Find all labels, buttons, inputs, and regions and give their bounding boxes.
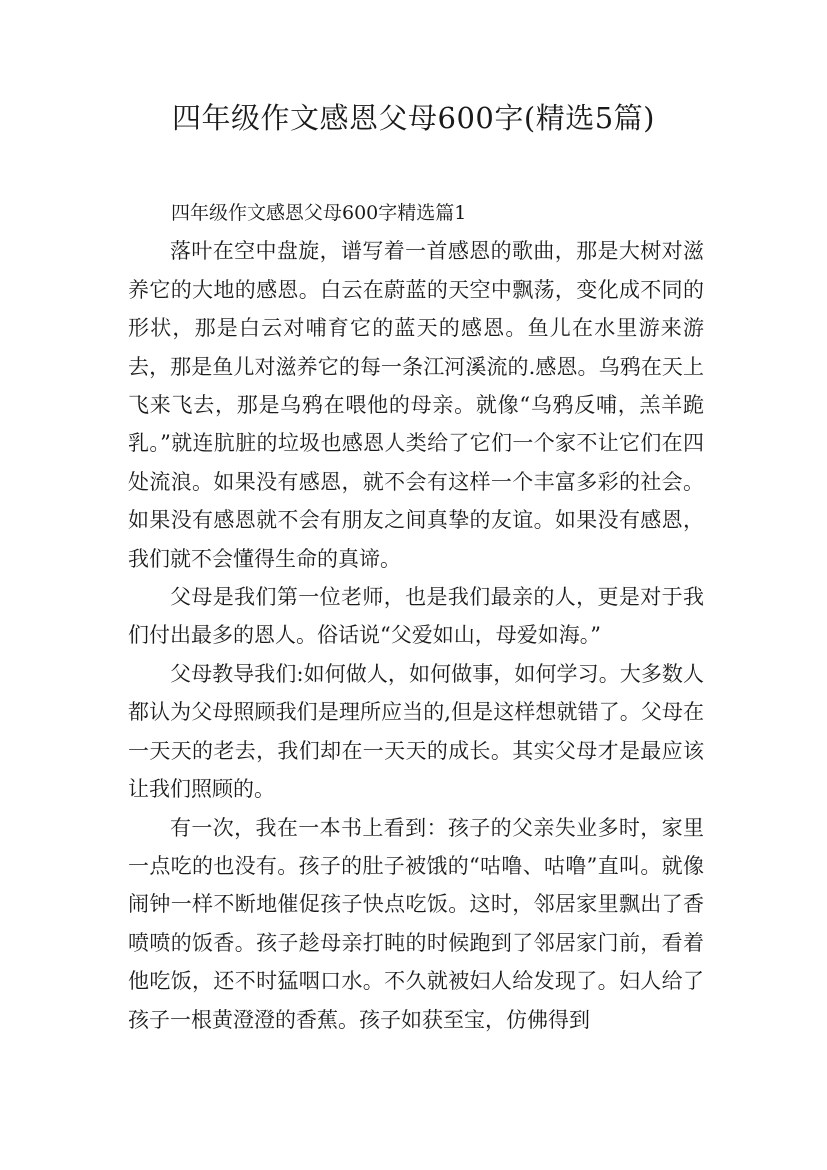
paragraph-2: 父母是我们第一位老师，也是我们最亲的人，更是对于我们付出最多的恩人。俗话说“父爱如山，母爱如海。” — [128, 585, 704, 648]
document-title: 四年级作文感恩父母600字(精选5篇) — [172, 101, 655, 135]
paragraph-1: 落叶在空中盘旋，谱写着一首感恩的歌曲，那是大树对滋养它的大地的感恩。白云在蔚蓝的天空中飘荡，变化成不同的形状，那是白云对哺育它的蓝天的感恩。鱼儿在水里游来游去，那是鱼儿对滋养它的每一条江河溪流的.感恩。乌鸦在天上飞来飞去，那是乌鸦在喂他的母亲。就像“乌鸦反哺，羔羊跪乳。”就连肮脏的垃圾也感恩人类给了它们一个家不让它们在四处流浪。如果没有感恩，就不会有这样一个丰富多彩的社会。如果没有感恩就不会有朋友之间真挚的友谊。如果没有感恩，我们就不会懂得生命的真谛。 — [128, 239, 704, 571]
document-body — [128, 194, 704, 1039]
section-heading: 四年级作文感恩父母600字精选篇1 — [171, 202, 467, 224]
paragraph-4: 有一次，我在一本书上看到：孩子的父亲失业多时，家里一点吃的也没有。孩子的肚子被饿的“咕噜、咕噜”直叫。就像闹钟一样不断地催促孩子快点吃饭。这时，邻居家里飘出了香喷喷的饭香。孩子趁母亲打盹的时候跑到了邻居家门前，看着他吃饭，还不时猛咽口水。不久就被妇人给发现了。妇人给了孩子一根黄澄澄的香蕉。孩子如获至宝，仿佛得到 — [128, 815, 704, 1032]
paragraph-3: 父母教导我们:如何做人，如何做事，如何学习。大多数人都认为父母照顾我们是理所应当的,但是这样想就错了。父母在一天天的老去，我们却在一天天的成长。其实父母才是最应该让我们照顾的。 — [128, 661, 704, 802]
